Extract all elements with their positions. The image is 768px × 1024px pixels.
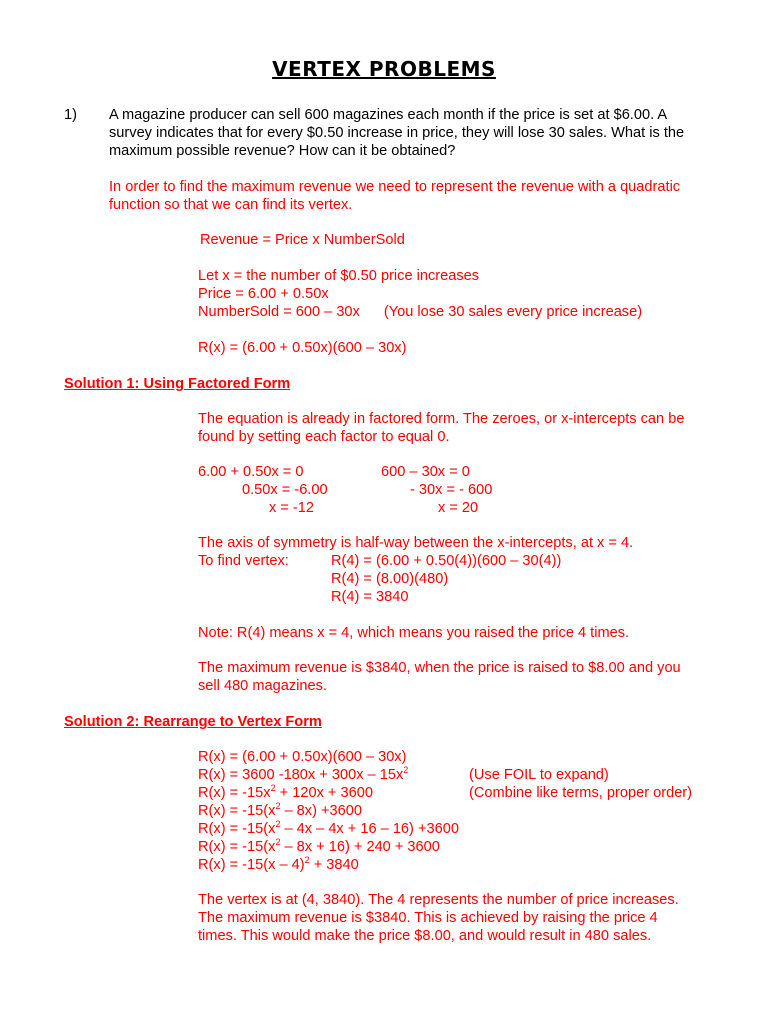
problem-line: survey indicates that for every $0.50 increase in price, they will lose 30 sales. What is the [109, 125, 685, 141]
step-line: $R(x) = -15x^2 + 120x + 3600$ [198, 783, 373, 801]
to-find-vertex-label: To find vertex: [198, 553, 289, 569]
step-line: $R(x) = -15(x^2 - 8x + 16) + 240 + 3600$ [198, 837, 440, 855]
step-line: R(x) = 3600 $-180x + 300x - 15x^2$ [198, 765, 409, 783]
conclusion-line: times. This would make the price $8.00, and would result in 480 sales. [198, 928, 652, 944]
solution2-conclusion [198, 891, 679, 945]
conclusion-line: The maximum revenue is $3840. This is achieved by raising the price 4 [198, 910, 658, 926]
conclusion-line: The maximum revenue is $3840, when the price is raised to $8.00 and you [198, 660, 681, 676]
solution1-note: Note: R(4) means x = 4, which means you raised the price 4 times. [198, 625, 630, 641]
solution1-conclusion [198, 659, 681, 695]
step-line: $R(x) = -15(x^2 - 8x) +3600$ [198, 801, 362, 819]
conclusion-line: The vertex is at (4, 3840). The 4 represents the number of price increases. [198, 892, 679, 908]
solution1-intro [198, 410, 684, 446]
intro-paragraph [109, 178, 680, 214]
price-line: Price = 6.00 + 0.50x [198, 286, 329, 302]
lose-note: (You lose 30 sales every price increase) [383, 304, 643, 320]
problem-line: A magazine producer can sell 600 magazines each month if the price is set at $6.00. A [109, 107, 668, 123]
number-sold-line [198, 303, 642, 321]
vertex-steps [331, 552, 561, 606]
intro-line: In order to find the maximum revenue we need to represent the revenue with a quadratic [109, 179, 681, 195]
right-factor-eq: - 30x = - 600 [410, 482, 493, 498]
right-factor-eq: x = 20 [438, 500, 479, 516]
problem-statement [109, 106, 709, 160]
step-line: R(x) = (6.00 + 0.50x)(600 – 30x) [198, 749, 407, 765]
conclusion-line: sell 480 magazines. [198, 678, 327, 694]
solution2-heading: Solution 2: Rearrange to Vertex Form [64, 714, 322, 730]
let-line: Let x = the number of $0.50 price increases [198, 268, 480, 284]
number-sold-eq: NumberSold = 600 – 30x [198, 304, 360, 320]
left-factor-eq: x = -12 [269, 500, 315, 516]
intro-line: function so that we can find its vertex. [109, 197, 353, 213]
revenue-definition: Revenue = Price x NumberSold [200, 232, 405, 248]
step-line: $R(x) = -15(x^2 - 4x - 4x + 16 - 16) +3600$ [198, 819, 459, 837]
solution1-heading: Solution 1: Using Factored Form [64, 376, 291, 392]
right-factor-eq: 600 – 30x = 0 [381, 464, 470, 480]
foil-note: (Use FOIL to expand) [469, 767, 609, 783]
vertex-form-steps [198, 748, 459, 874]
vertex-step: R(4) = (8.00)(480) [331, 571, 449, 587]
problem-number: 1) [64, 107, 77, 123]
problem-line: maximum possible revenue? How can it be obtained? [109, 143, 456, 159]
step-line: R(x) = -15(x – 4)$^2$ + 3840 [198, 855, 359, 873]
page-title: VERTEX PROBLEMS [272, 57, 496, 81]
vertex-step: R(4) = 3840 [331, 589, 409, 605]
combine-note: (Combine like terms, proper order) [469, 785, 693, 801]
left-factor-eq: 0.50x = -6.00 [242, 482, 328, 498]
variable-definitions [198, 267, 642, 321]
vertex-step: R(4) = (6.00 + 0.50(4))(600 – 30(4)) [331, 553, 562, 569]
axis-of-symmetry: The axis of symmetry is half-way between the x-intercepts, at x = 4. [198, 535, 634, 551]
solution1-intro-line: The equation is already in factored form. The zeroes, or x-intercepts can be [198, 411, 685, 427]
left-factor-eq: 6.00 + 0.50x = 0 [198, 464, 304, 480]
solution1-intro-line: found by setting each factor to equal 0. [198, 429, 450, 445]
revenue-function: R(x) = (6.00 + 0.50x)(600 – 30x) [198, 340, 407, 356]
